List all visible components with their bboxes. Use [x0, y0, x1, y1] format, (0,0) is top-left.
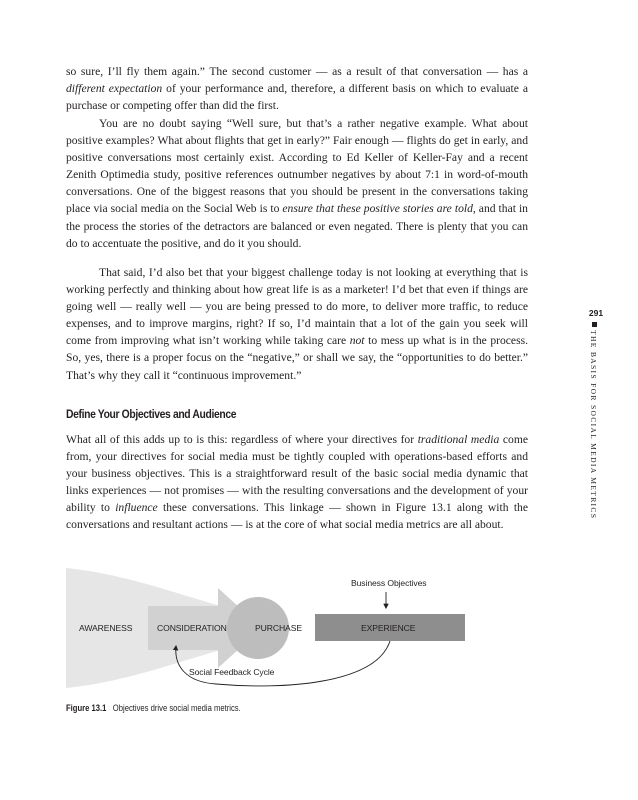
figure-caption [66, 703, 241, 713]
paragraph-3: That said, I’d also bet that your biggest challenge today is not looking at everything that is working perfectly and thinking about how great life is as a marketer! I’d bet that even if things are going well — really well — you are being pressed to do more, to deliver more traffic, to reduce expenses, and to improve margins, right? If so, I’d maintain that a lot of the gain you seek will come from improving what isn’t working while taking care not to mess up what is in the process. So, yes, there is a proper focus on the “negative,” or shall we say, the “opportunities to do better.” That’s why they call it “continuous improvement.” [66, 266, 529, 382]
paragraph-2: You are no doubt saying “Well sure, but that’s a rather negative example. What about positive examples? What about flights that get in early?” Fair enough — flights do get in early, and positive conversations most certainly exist. According to Ed Keller of Keller-Fay and a recent Zenith Optimedia study, positive references outnumber negatives by about 7:1 in word-of-mouth conversations. One of the biggest reasons that you should be present in the conversations taking place via social media on the Social Web is to ensure that these positive stories are told, and that in the process the stories of the detractors are balanced or even negated. There is plenty that you can do to accentuate the positive, and do it you should. [66, 117, 528, 250]
awareness-label: AWARENESS [79, 623, 133, 633]
figure-13-1 [66, 566, 528, 696]
consideration-label: CONSIDERATION [157, 623, 227, 633]
figure-caption-text: Objectives drive social media metrics. [112, 703, 241, 713]
page-number: 291 [588, 308, 604, 318]
business-objectives-label: Business Objectives [351, 578, 427, 588]
experience-label: EXPERIENCE [361, 623, 416, 633]
social-feedback-cycle-label: Social Feedback Cycle [189, 667, 275, 677]
square-bullet-icon [592, 322, 597, 327]
purchase-label: PURCHASE [255, 623, 302, 633]
section-heading: Define Your Objectives and Audience [66, 409, 237, 421]
running-head: THE BASIS FOR SOCIAL MEDIA METRICS [589, 330, 598, 520]
paragraph-1: so sure, I’ll fly them again.” The second customer — as a result of that conversation — has a different expectation of your performance and, therefore, a different basis on which to evaluate a purchase or competing offer than did the first. [66, 65, 529, 113]
figure-caption-label: Figure 13.1 [66, 703, 107, 713]
paragraph-4: What all of this adds up to is this: regardless of where your directives for traditional media come from, your directives for social media must be tightly coupled with operations-based efforts and your business objectives. This is a straightforward result of the basic social media dynamic that links experiences — not promises — with the resulting conversations and the development of your ability to influence these conversations. This linkage — shown in Figure 13.1 along with the conversations and resultant actions — is at the core of what social media metrics are all about. [66, 433, 528, 532]
